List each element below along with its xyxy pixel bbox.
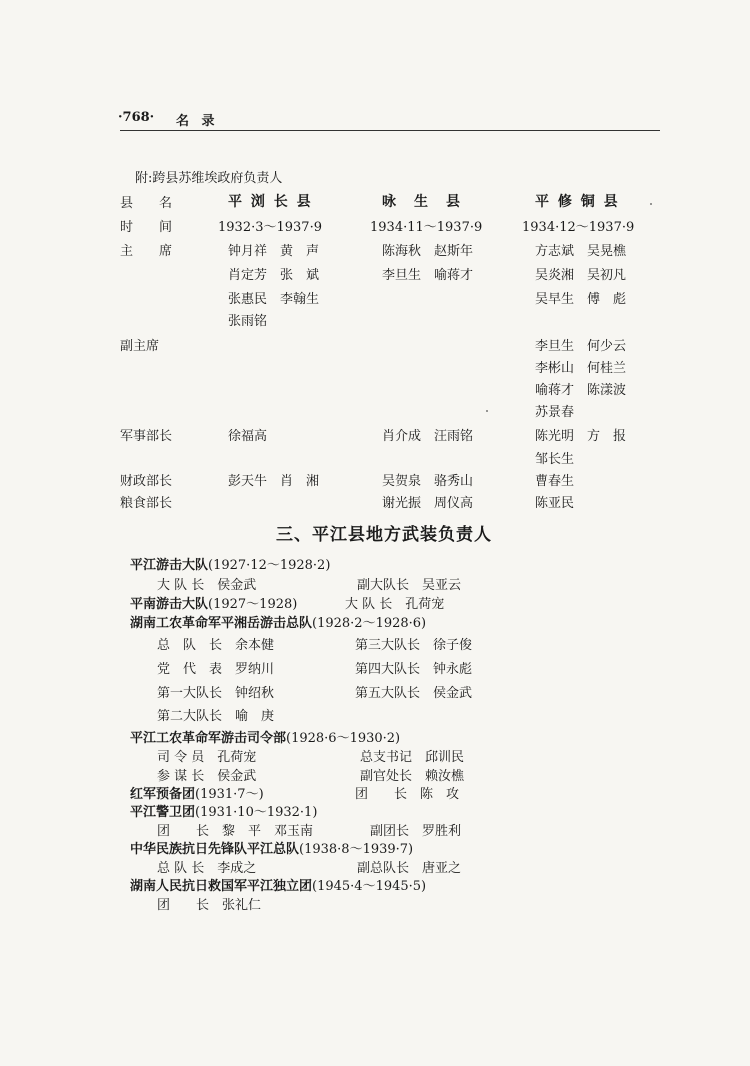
table-cell: 喻蒋才 陈漾波	[535, 383, 627, 398]
scan-speck	[650, 203, 652, 205]
unit-line: 大 队 长 孔荷宠	[345, 597, 445, 612]
table-cell: 吴早生 傅 彪	[535, 292, 627, 307]
unit-line: 司 令 员 孔荷宠	[157, 750, 257, 765]
time-county-2: 1934·11～1937·9	[370, 220, 483, 235]
table-cell: 张惠民 李翰生	[228, 292, 320, 307]
table-cell: 李彬山 何桂兰	[535, 361, 627, 376]
table-cell: 彭天牛 肖 湘	[228, 474, 320, 489]
role-chairman: 主 席	[120, 244, 173, 259]
table-cell: 肖定芳 张 斌	[228, 268, 320, 283]
table-cell: 陈海秋 赵斯年	[382, 244, 474, 259]
unit-line: 第五大队长 侯金武	[355, 686, 473, 701]
table-cell: 钟月祥 黄 声	[228, 244, 320, 259]
unit-line: 副总队长 唐亚之	[357, 861, 462, 876]
unit-heading: 平江游击大队(1927·12～1928·2)	[130, 558, 331, 573]
unit-line: 副官处长 赖汝樵	[360, 769, 465, 784]
county-header-1: 平 浏 长 县	[228, 194, 313, 210]
unit-line: 党 代 表 罗纳川	[157, 662, 275, 677]
table-cell: 李旦生 喻蒋才	[382, 268, 474, 283]
table-cell: 陈光明 方 报	[535, 429, 627, 444]
unit-line: 团 长 张礼仁	[157, 898, 262, 913]
unit-line: 总 队 长 李成之	[157, 861, 257, 876]
table-cell: 方志斌 吴晃樵	[535, 244, 627, 259]
unit-line: 团 长 黎 平 邓玉南	[157, 824, 314, 839]
unit-line: 第一大队长 钟绍秋	[157, 686, 275, 701]
table-cell: 李旦生 何少云	[535, 339, 627, 354]
unit-heading: 湖南人民抗日救国军平江独立团(1945·4～1945·5)	[130, 879, 427, 894]
section-title: 三、平江县地方武装负责人	[276, 525, 492, 545]
table-cell: 谢光振 周仪高	[382, 496, 474, 511]
unit-line: 总 队 长 余本健	[157, 638, 275, 653]
table-cell: 吴炎湘 吴初凡	[535, 268, 627, 283]
unit-line: 副团长 罗胜利	[370, 824, 462, 839]
appendix-title: 附:跨县苏维埃政府负责人	[135, 171, 283, 186]
table-cell: 张雨铭	[228, 314, 268, 329]
page-header-title: 名 录	[176, 114, 219, 129]
header-rule	[120, 130, 660, 131]
unit-heading: 湖南工农革命军平湘岳游击总队(1928·2～1928·6)	[130, 616, 427, 631]
table-cell: 吴贺泉 骆秀山	[382, 474, 474, 489]
role-finance-minister: 财政部长	[120, 474, 173, 489]
unit-line: 团 长 陈 攻	[355, 787, 460, 802]
role-military-minister: 军事部长	[120, 429, 173, 444]
time-county-3: 1934·12～1937·9	[522, 220, 635, 235]
unit-heading: 平江警卫团(1931·10～1932·1)	[130, 805, 318, 820]
county-header-2: 咏 生 县	[382, 194, 462, 210]
unit-heading: 平南游击大队(1927～1928)	[130, 597, 298, 612]
role-vice-chairman: 副主席	[120, 339, 160, 354]
unit-line: 第二大队长 喻 庚	[157, 709, 275, 724]
unit-line: 参 谋 长 侯金武	[157, 769, 257, 784]
table-cell: 曹春生	[535, 474, 575, 489]
scan-speck	[486, 410, 488, 412]
unit-line: 副大队长 吴亚云	[357, 578, 462, 593]
table-cell: 肖介成 汪雨铭	[382, 429, 474, 444]
unit-heading: 平江工农革命军游击司令部(1928·6～1930·2)	[130, 731, 401, 746]
table-cell: 苏景春	[535, 405, 575, 420]
table-cell: 邹长生	[535, 452, 575, 467]
unit-heading: 红军预备团(1931·7～)	[130, 787, 264, 802]
unit-line: 总支书记 邱训民	[360, 750, 465, 765]
time-county-1: 1932·3～1937·9	[218, 220, 322, 235]
unit-line: 大 队 长 侯金武	[157, 578, 257, 593]
column-label-county: 县 名	[120, 196, 173, 211]
unit-line: 第三大队长 徐子俊	[355, 638, 473, 653]
row-label-time: 时 间	[120, 220, 173, 235]
role-grain-minister: 粮食部长	[120, 496, 173, 511]
unit-heading: 中华民族抗日先锋队平江总队(1938·8～1939·7)	[130, 842, 414, 857]
table-cell: 徐福高	[228, 429, 268, 444]
unit-line: 第四大队长 钟永彪	[355, 662, 473, 677]
county-header-3: 平 修 铜 县	[535, 194, 620, 210]
page-number: ·768·	[118, 110, 155, 125]
table-cell: 陈亚民	[535, 496, 575, 511]
